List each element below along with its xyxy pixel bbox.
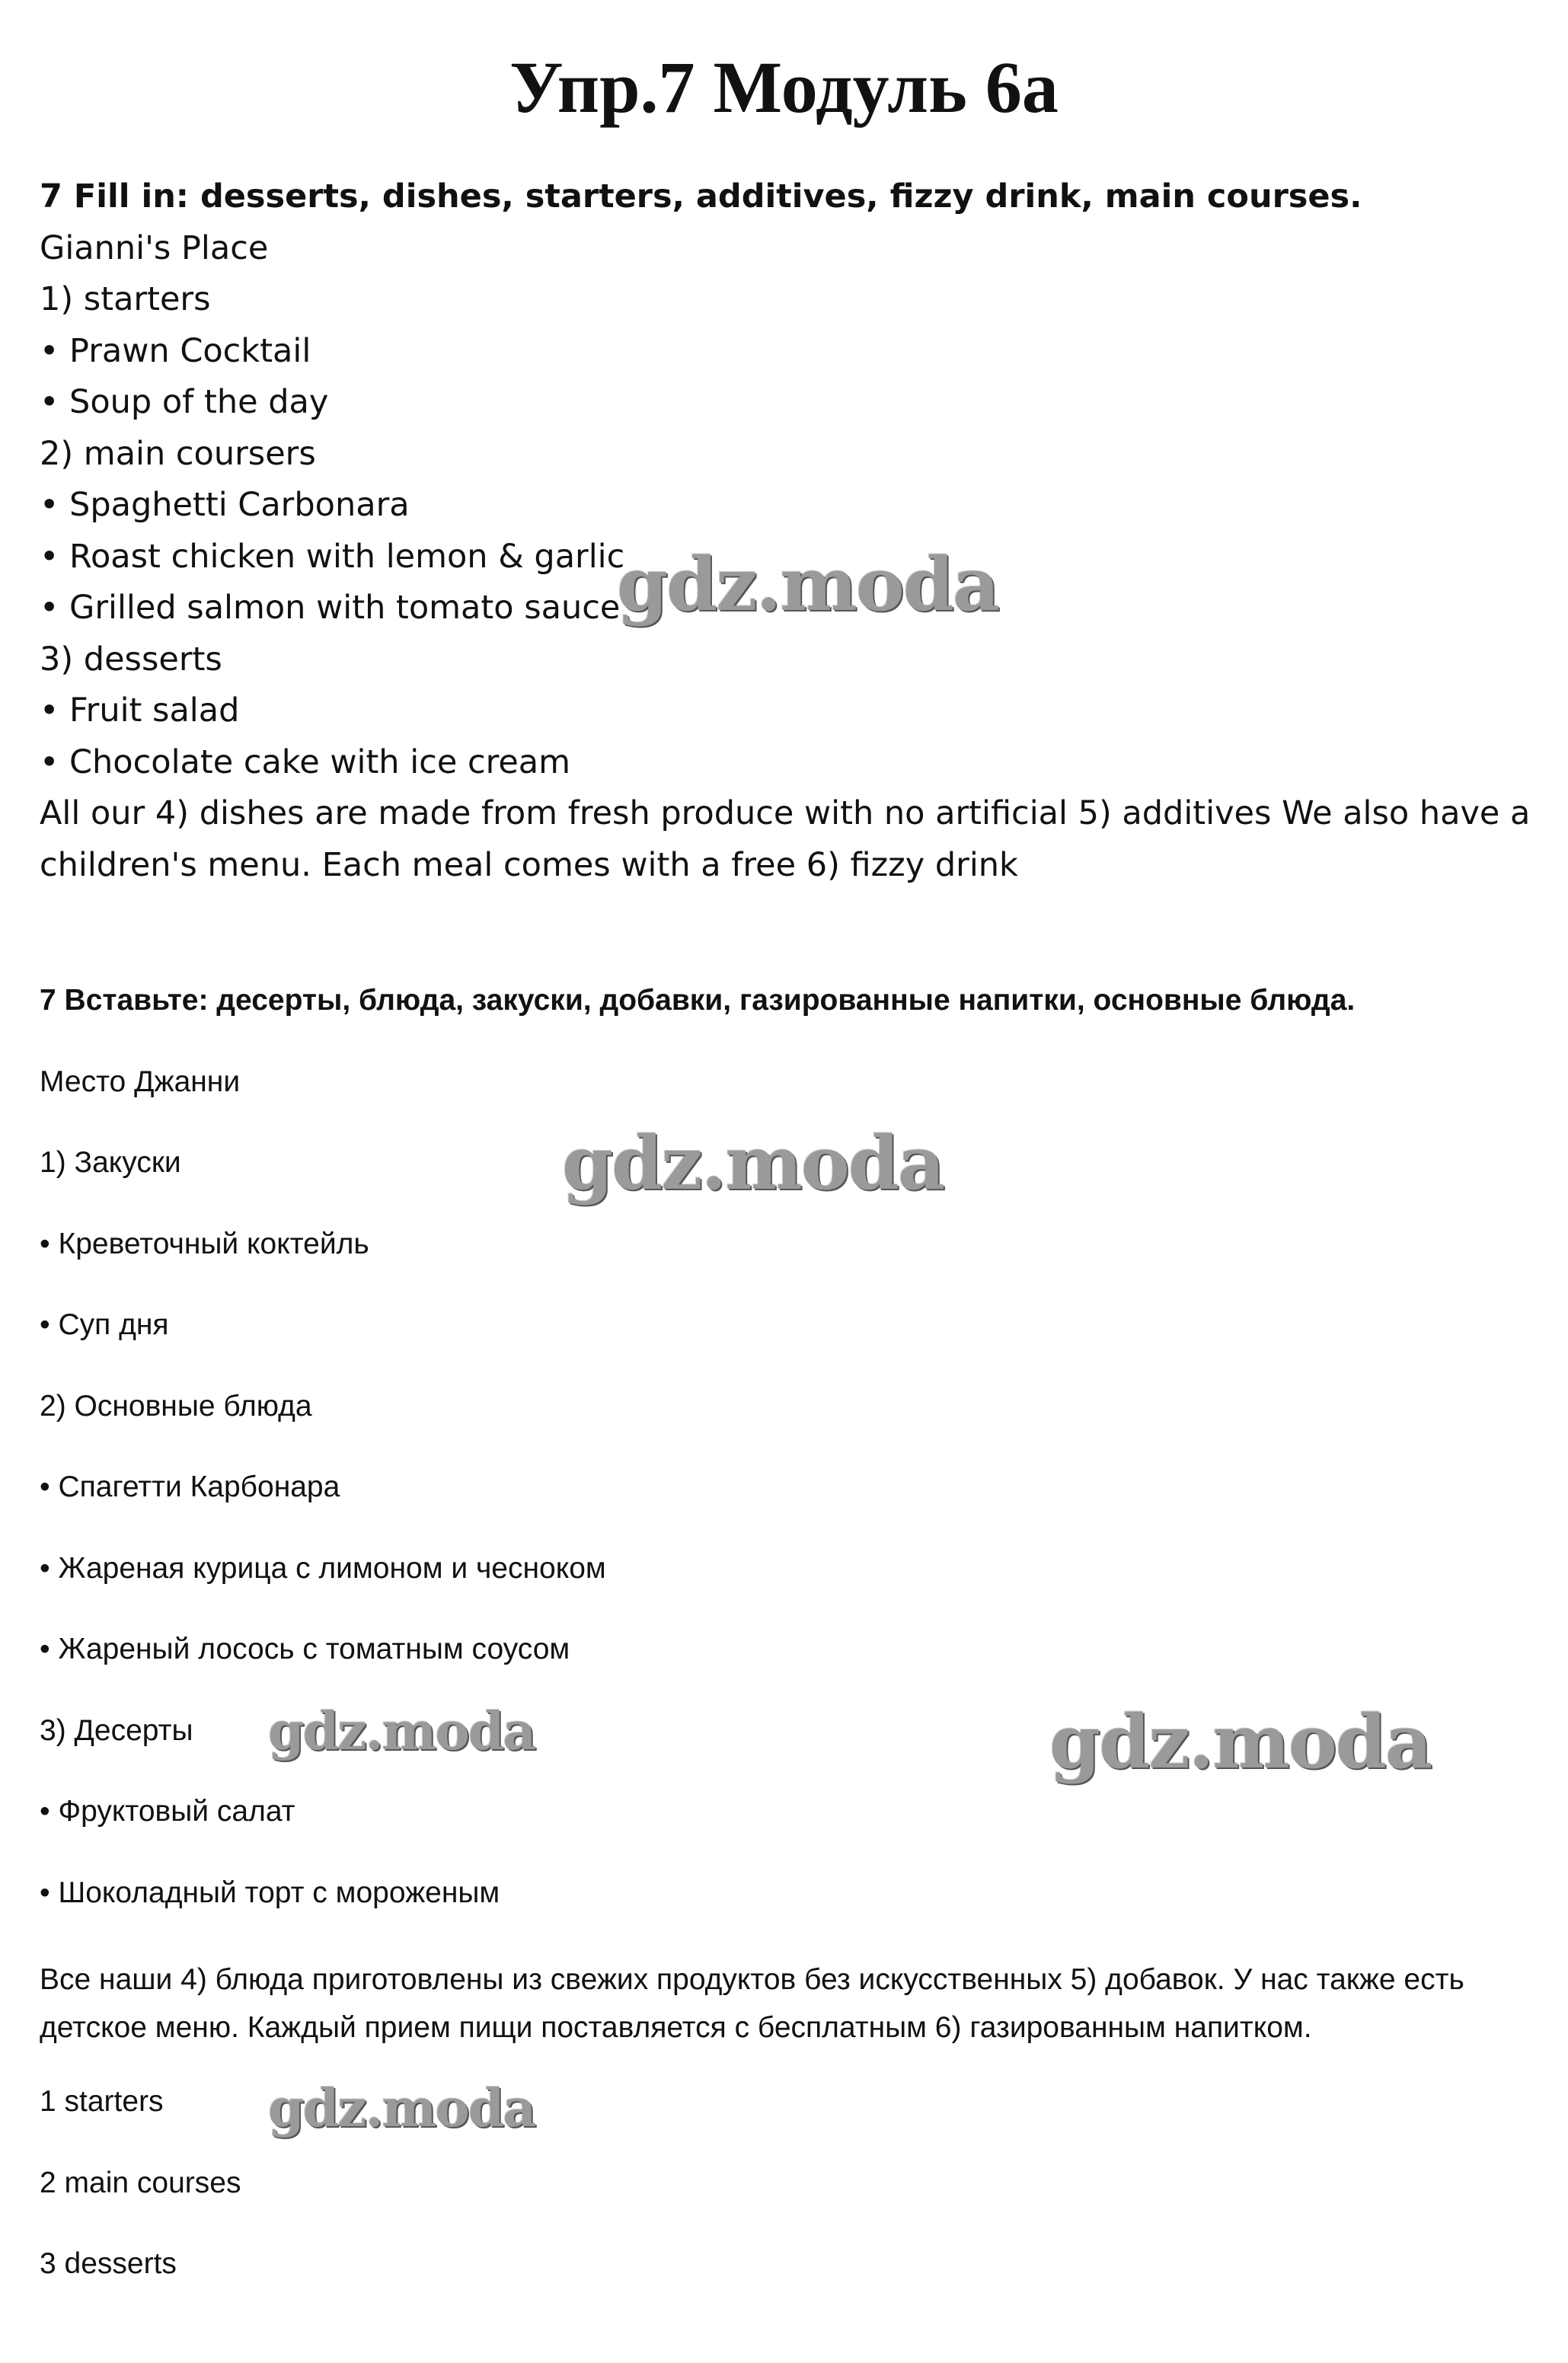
list-item: • Soup of the day (40, 383, 329, 421)
list-item: • Жареная курица с лимоном и чесноком (40, 1551, 606, 1585)
watermark: gdz.moda (268, 1701, 535, 1762)
list-item: • Спагетти Карбонара (40, 1470, 340, 1503)
answer-item: 1 starters (40, 2085, 164, 2118)
answer-item: 3 desserts (40, 2247, 177, 2280)
list-item: 2) Основные блюда (40, 1389, 312, 1423)
russian-heading: 7 Вставьте: десерты, блюда, закуски, добавки, газированные напитки, основные блюда. (40, 984, 1356, 1017)
list-item: • Шоколадный торт с мороженым (40, 1876, 500, 1909)
list-item: • Grilled salmon with tomato sauce (40, 589, 621, 627)
list-item: • Фруктовый салат (40, 1795, 295, 1828)
list-item: • Суп дня (40, 1308, 169, 1341)
list-item: • Креветочный коктейль (40, 1227, 369, 1260)
list-item: • Жареный лосось с томатным соусом (40, 1633, 570, 1665)
watermark: gdz.moda (1049, 1699, 1432, 1785)
english-paragraph: All our 4) dishes are made from fresh produce with no artificial 5) additives We also have a children's menu. Each meal comes with a free 6) fizzy drink (40, 794, 1531, 884)
restaurant-name-ru: Место Джанни (40, 1065, 241, 1098)
list-item: 1) starters (40, 280, 211, 318)
english-heading: 7 Fill in: desserts, dishes, starters, additives, fizzy drink, main courses. (40, 177, 1362, 216)
list-item: 3) desserts (40, 640, 222, 679)
list-item: • Spaghetti Carbonara (40, 486, 410, 524)
list-item: 2) main coursers (40, 434, 316, 473)
list-item: • Fruit salad (40, 691, 240, 730)
answer-item: 2 main courses (40, 2166, 241, 2199)
list-item: 1) Закуски (40, 1146, 181, 1179)
watermark: gdz.moda (562, 1120, 944, 1206)
list-item: • Roast chicken with lemon & garlic (40, 537, 625, 576)
list-item: • Prawn Cocktail (40, 331, 311, 370)
english-section (40, 171, 1547, 891)
watermark: gdz.moda (268, 2078, 535, 2139)
page-title: Упр.7 Модуль 6а (509, 46, 1059, 128)
list-item: • Chocolate cake with ice cream (40, 742, 571, 781)
watermark: gdz.moda (617, 541, 999, 627)
restaurant-name: Gianni's Place (40, 228, 269, 267)
russian-paragraph: Все наши 4) блюда приготовлены из свежих продуктов без искусственных 5) добавок. У нас также есть детское меню. Каждый прием пищи поставляется с бесплатным 6) газированным напитком. (40, 1963, 1464, 2044)
list-item: 3) Десерты (40, 1713, 193, 1747)
